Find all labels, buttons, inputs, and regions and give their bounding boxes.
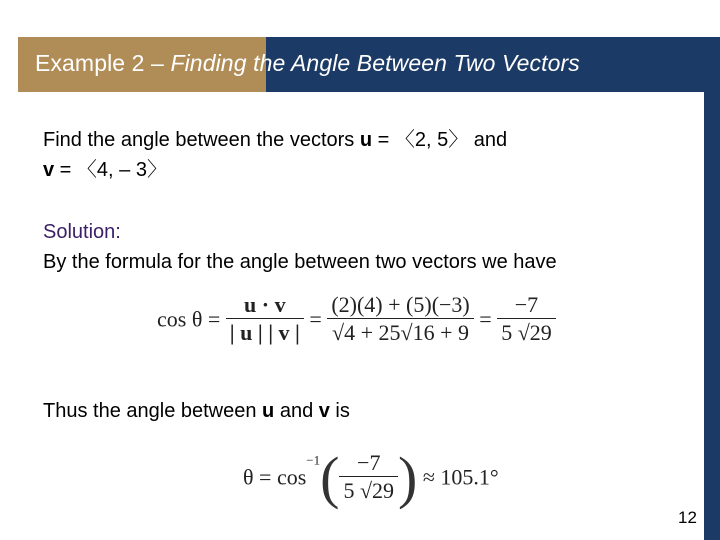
result-numerator: −7: [357, 450, 381, 475]
equals: =: [54, 159, 77, 181]
radicand-29: 29: [372, 478, 395, 503]
substituted-denominator: [327, 318, 473, 347]
sqrt-symbol: √: [332, 320, 345, 345]
problem-line-1: [43, 123, 507, 152]
result-fraction: [339, 450, 398, 505]
v-value: 〈4, – 3〉: [76, 159, 167, 181]
formula-lhs: cos θ =: [157, 306, 221, 332]
conclusion-text-a: Thus the angle between: [43, 400, 263, 422]
equals-sign: =: [309, 306, 322, 332]
problem-text-a: Find the angle between the vectors: [43, 129, 360, 151]
problem-text-b: and: [468, 129, 508, 151]
right-paren: ): [398, 445, 418, 510]
equals-sign: =: [479, 306, 492, 332]
magnitudes: | u | | v |: [226, 318, 304, 347]
left-paren: (: [320, 445, 340, 510]
radicand-1: 4 + 25: [344, 320, 401, 345]
sqrt-symbol: √: [400, 320, 413, 345]
conclusion-line: [43, 400, 350, 423]
vector-u: u: [359, 129, 373, 151]
radicand-2: 16 + 9: [412, 320, 470, 345]
equals: =: [372, 129, 395, 151]
solution-label: Solution:: [43, 221, 121, 243]
fraction-simplified: [497, 292, 556, 347]
angle-formula: [157, 292, 556, 347]
vector-u: u: [262, 400, 275, 422]
title-prefix: Example 2 –: [35, 50, 171, 76]
result-formula: [243, 444, 499, 511]
result-denominator: [339, 476, 398, 505]
conclusion-text-b: and: [274, 400, 319, 422]
fraction-definition: [226, 292, 304, 347]
substituted-numerator: (2)(4) + (5)(−3): [331, 292, 470, 317]
dot-product: u · v: [244, 292, 286, 317]
vector-v: v: [318, 400, 330, 422]
slide-title: [35, 50, 580, 77]
problem-line-2: [43, 153, 167, 182]
five-sqrt: 5 √: [343, 478, 373, 503]
page-number: 12: [678, 508, 697, 527]
radicand-29: 29: [529, 320, 552, 345]
title-bar: [18, 37, 720, 92]
simplified-denominator: [497, 318, 556, 347]
fraction-substituted: [327, 292, 473, 347]
vector-v: v: [43, 159, 55, 181]
u-value: 〈2, 5〉: [394, 129, 469, 151]
conclusion-text-c: is: [329, 400, 350, 422]
solution-text: By the formula for the angle between two vectors we have: [43, 251, 557, 273]
inverse-exponent: −1: [306, 452, 321, 468]
simplified-numerator: −7: [514, 292, 539, 317]
result-lhs: θ = cos: [243, 464, 307, 490]
five-sqrt: 5 √: [501, 320, 530, 345]
title-italic: Finding the Angle Between Two Vectors: [170, 50, 580, 76]
right-edge-rule: [704, 92, 720, 540]
result-approx: ≈ 105.1°: [422, 464, 499, 490]
